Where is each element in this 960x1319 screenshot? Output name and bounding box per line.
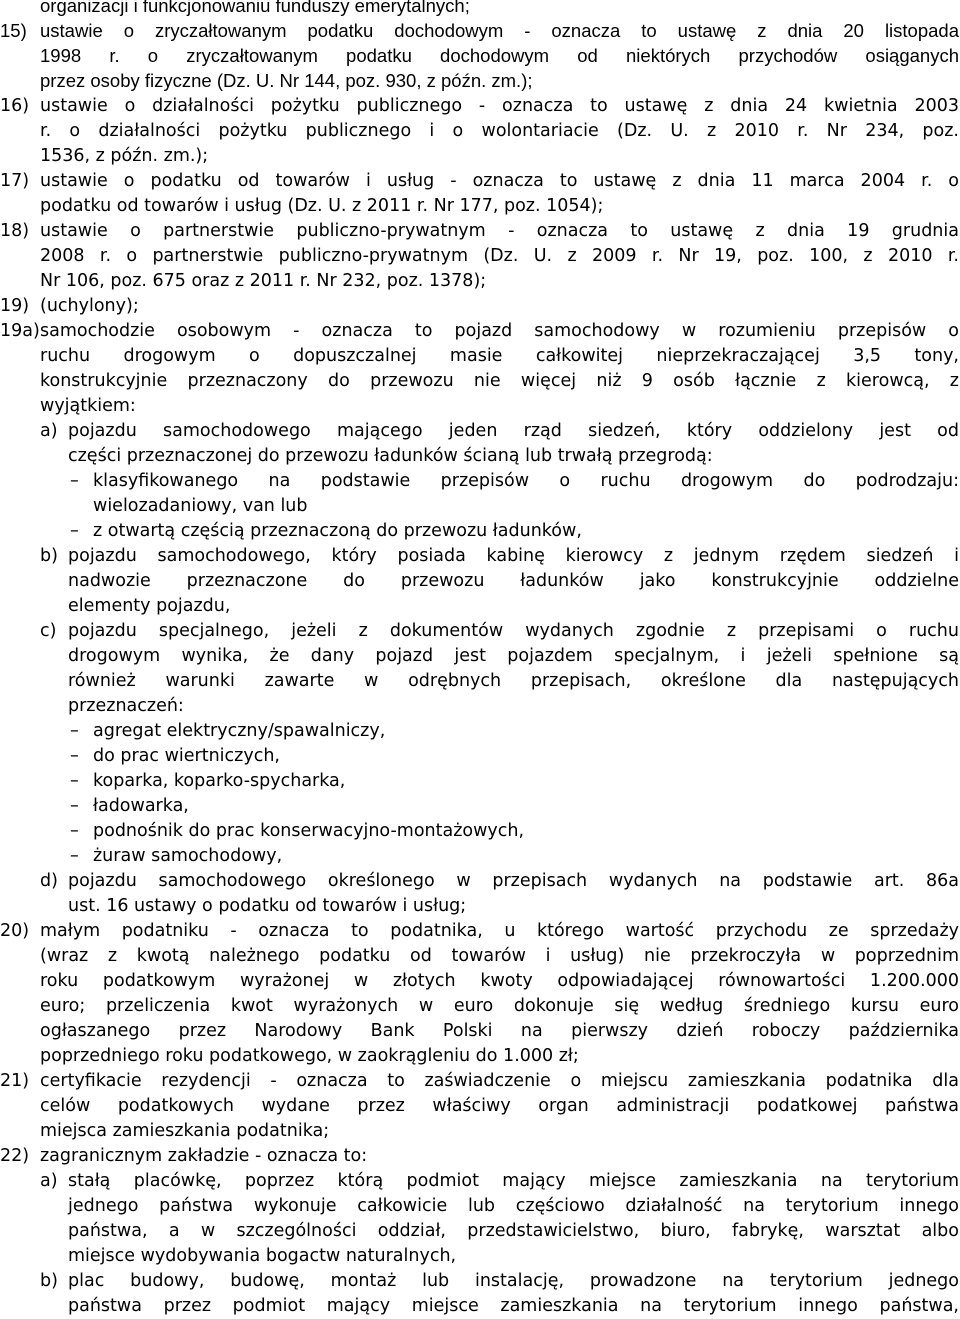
text-line [0, 544, 960, 569]
text-line [0, 1044, 960, 1069]
text-line [0, 919, 960, 944]
text-line [0, 1194, 960, 1219]
list-marker: 17) [0, 171, 30, 191]
line-text: organizacji i funkcjonowaniu funduszy emerytalnych; [40, 0, 470, 16]
line-text: stałą placówkę, poprzez którą podmiot mający miejsce zamieszkania na terytorium [68, 1171, 959, 1191]
line-text: klasyfikowanego na podstawie przepisów o ruchu drogowym do podrodzaju: [93, 471, 959, 491]
line-text: miejsca zamieszkania podatnika; [40, 1121, 330, 1141]
line-text: do prac wiertniczych, [93, 746, 280, 766]
text-line [0, 144, 960, 169]
text-line [0, 344, 960, 369]
line-text: małym podatniku - oznacza to podatnika, u którego wartość przychodu ze sprzedaży [40, 921, 959, 941]
list-marker: b) [40, 1271, 58, 1291]
text-line [0, 119, 960, 144]
list-marker: – [70, 821, 79, 841]
text-line [0, 419, 960, 444]
line-text: miejsce wydobywania bogactw naturalnych, [68, 1246, 457, 1266]
line-text: r. o działalności pożytku publicznego i o wolontariacie (Dz. U. z 2010 r. Nr 234, poz. [40, 121, 959, 141]
line-text: przeznaczeń: [68, 696, 184, 716]
text-line [0, 469, 960, 494]
text-line [0, 1119, 960, 1144]
text-line [0, 244, 960, 269]
text-line [0, 1169, 960, 1194]
line-text: państwa przez podmiot mający miejsce zamieszkania na terytorium innego państwa, [68, 1296, 959, 1316]
text-line [0, 694, 960, 719]
text-line [0, 719, 960, 744]
text-line [0, 619, 960, 644]
line-text: 2008 r. o partnerstwie publiczno-prywatnym (Dz. U. z 2009 r. Nr 19, poz. 100, z 2010 r. [40, 246, 959, 266]
text-line [0, 519, 960, 544]
text-line [0, 1069, 960, 1094]
list-marker: – [70, 521, 79, 541]
line-text: pojazdu samochodowego określonego w przepisach wydanych na podstawie art. 86a [68, 871, 959, 891]
line-text: plac budowy, budowę, montaż lub instalację, prowadzone na terytorium jednego [68, 1271, 959, 1291]
text-line [0, 819, 960, 844]
line-text: ust. 16 ustawy o podatku od towarów i usług; [68, 896, 467, 916]
line-text: samochodzie osobowym - oznacza to pojazd samochodowy w rozumieniu przepisów o [40, 321, 959, 341]
list-marker: d) [40, 871, 58, 891]
line-text: ruchu drogowym o dopuszczalnej masie całkowitej nieprzekraczającej 3,5 tony, [40, 346, 959, 366]
text-line [0, 969, 960, 994]
line-text: z otwartą częścią przeznaczoną do przewozu ładunków, [93, 521, 582, 541]
text-line [0, 569, 960, 594]
line-text: (uchylony); [40, 296, 139, 316]
text-line [0, 1219, 960, 1244]
text-line [0, 19, 960, 44]
list-marker: 19a) [0, 321, 40, 341]
line-text: konstrukcyjnie przeznaczony do przewozu nie więcej niż 9 osób łącznie z kierowcą, z [40, 371, 959, 391]
text-line [0, 794, 960, 819]
text-line [0, 869, 960, 894]
line-text: Nr 106, poz. 675 oraz z 2011 r. Nr 232, poz. 1378); [40, 271, 487, 291]
list-marker: – [70, 796, 79, 816]
text-line [0, 1269, 960, 1294]
text-line [0, 169, 960, 194]
text-line [0, 644, 960, 669]
text-line [0, 494, 960, 519]
line-text: roku podatkowym wyrażonej w złotych kwoty odpowiadającej równowartości 1.200.000 [40, 971, 959, 991]
line-text: podnośnik do prac konserwacyjno-montażowych, [93, 821, 525, 841]
list-marker: – [70, 721, 79, 741]
line-text: państwa, a w szczególności oddział, przedstawicielstwo, biuro, fabrykę, warsztat albo [68, 1221, 959, 1241]
text-line [0, 194, 960, 219]
text-line [0, 319, 960, 344]
line-text: ogłaszanego przez Narodowy Bank Polski na pierwszy dzień roboczy października [40, 1021, 959, 1041]
list-marker: 18) [0, 221, 30, 241]
line-text: wyjątkiem: [40, 396, 136, 416]
line-text: koparka, koparko-spycharka, [93, 771, 346, 791]
list-marker: a) [40, 1171, 58, 1191]
text-line [0, 669, 960, 694]
text-line [0, 1294, 960, 1319]
line-text: celów podatkowych wydane przez właściwy organ administracji podatkowej państwa [40, 1096, 959, 1116]
line-text: żuraw samochodowy, [93, 846, 283, 866]
text-line [0, 1144, 960, 1169]
line-text: zagranicznym zakładzie - oznacza to: [40, 1146, 368, 1166]
text-line [0, 1244, 960, 1269]
line-text: części przeznaczonej do przewozu ładunków ścianą lub trwałą przegrodą: [68, 446, 713, 466]
list-marker: – [70, 746, 79, 766]
text-line [0, 1094, 960, 1119]
list-marker: 16) [0, 96, 30, 116]
line-text: drogowym wynika, że dany pojazd jest pojazdem specjalnym, i jeżeli spełnione są [68, 646, 959, 666]
line-text: pojazdu samochodowego mającego jeden rząd siedzeń, który oddzielony jest od [68, 421, 959, 441]
list-marker: 20) [0, 921, 30, 941]
list-marker: 19) [0, 296, 30, 316]
list-marker: – [70, 471, 79, 491]
line-text: wielozadaniowy, van lub [93, 496, 308, 516]
text-line [0, 394, 960, 419]
line-text: ładowarka, [93, 796, 189, 816]
text-line [0, 744, 960, 769]
text-line [0, 94, 960, 119]
line-text: podatku od towarów i usług (Dz. U. z 2011 r. Nr 177, poz. 1054); [40, 196, 604, 216]
text-line [0, 219, 960, 244]
text-line [0, 944, 960, 969]
line-text: elementy pojazdu, [68, 596, 231, 616]
line-text: 1536, z późn. zm.); [40, 146, 209, 166]
list-marker: b) [40, 546, 58, 566]
line-text: ustawie o działalności pożytku publicznego - oznacza to ustawę z dnia 24 kwietnia 2003 [40, 96, 959, 116]
line-text: pojazdu specjalnego, jeżeli z dokumentów wydanych zgodnie z przepisami o ruchu [68, 621, 959, 641]
list-marker: a) [40, 421, 58, 441]
line-text: ustawie o podatku od towarów i usług - oznacza to ustawę z dnia 11 marca 2004 r. o [40, 171, 959, 191]
list-marker: 22) [0, 1146, 30, 1166]
text-line [0, 594, 960, 619]
list-marker: – [70, 771, 79, 791]
line-text: ustawie o partnerstwie publiczno-prywatnym - oznacza to ustawę z dnia 19 grudnia [40, 221, 959, 241]
line-text: przez osoby fizyczne (Dz. U. Nr 144, poz. 930, z późn. zm.); [40, 70, 533, 91]
text-line [0, 269, 960, 294]
text-line [0, 1019, 960, 1044]
text-line [0, 844, 960, 869]
line-text: również warunki zawarte w odrębnych przepisach, określone dla następujących [68, 671, 959, 691]
text-line [0, 69, 960, 94]
line-text: certyfikacie rezydencji - oznacza to zaświadczenie o miejscu zamieszkania podatnika dla [40, 1071, 959, 1091]
list-marker: 21) [0, 1071, 30, 1091]
text-line [0, 369, 960, 394]
line-text: (wraz z kwotą należnego podatku od towarów i usług) nie przekroczyła w poprzednim [40, 946, 959, 966]
text-line [0, 894, 960, 919]
line-text: euro; przeliczenia kwot wyrażonych w euro dokonuje się według średniego kursu euro [40, 996, 959, 1016]
text-line [0, 994, 960, 1019]
line-text: poprzedniego roku podatkowego, w zaokrągleniu do 1.000 zł; [40, 1046, 579, 1066]
line-text: jednego państwa wykonuje całkowicie lub częściowo działalność na terytorium innego [68, 1196, 959, 1216]
line-text: ustawie o zryczałtowanym podatku dochodowym - oznacza to ustawę z dnia 20 listopada [40, 20, 959, 41]
text-line [0, 294, 960, 319]
line-text: nadwozie przeznaczone do przewozu ładunków jako konstrukcyjnie oddzielne [68, 571, 959, 591]
line-text: 1998 r. o zryczałtowanym podatku dochodowym od niektórych przychodów osiąganych [40, 45, 959, 66]
text-line [0, 444, 960, 469]
list-marker: – [70, 846, 79, 866]
text-line [0, 44, 960, 69]
list-marker: 15) [0, 20, 27, 41]
list-marker: c) [40, 621, 57, 641]
text-line [0, 0, 960, 19]
text-line [0, 769, 960, 794]
line-text: pojazdu samochodowego, który posiada kabinę kierowcy z jednym rzędem siedzeń i [68, 546, 959, 566]
line-text: agregat elektryczny/spawalniczy, [93, 721, 386, 741]
